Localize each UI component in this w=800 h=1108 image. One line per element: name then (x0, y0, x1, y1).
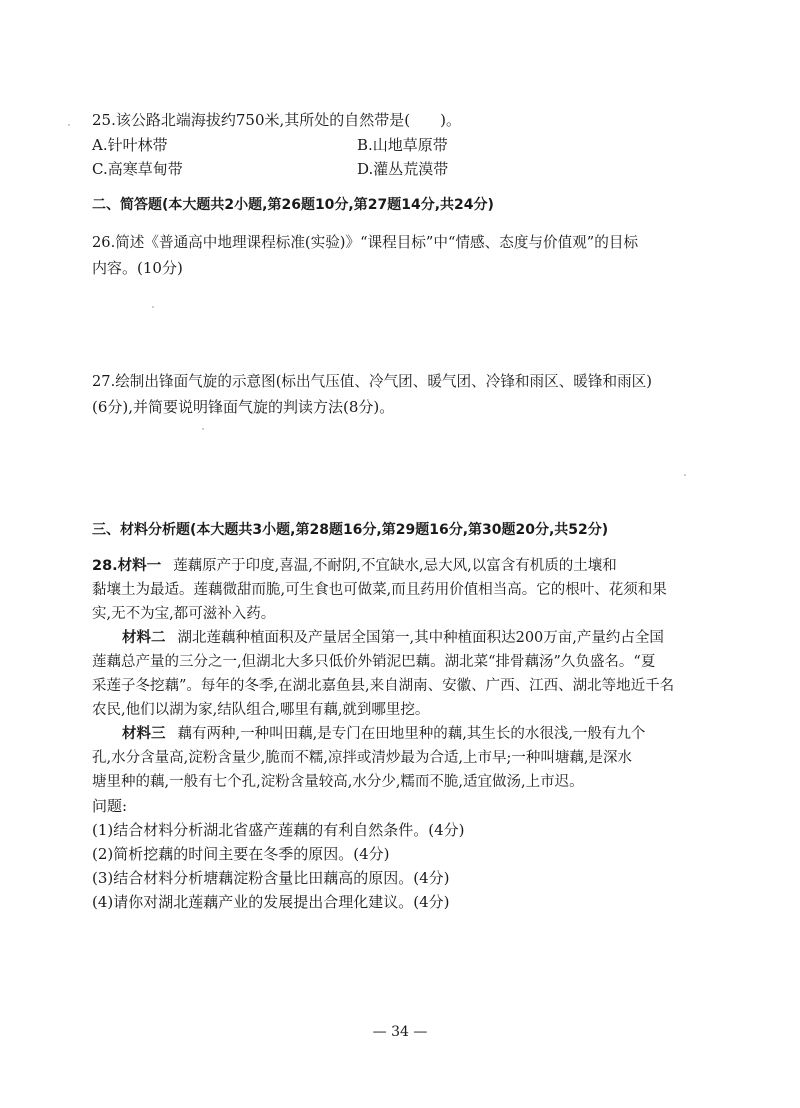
q28-material2-line1 (122, 628, 664, 648)
q28-questions-label: 问题: (92, 797, 128, 815)
q25-option-a: A.针叶林带 (92, 136, 168, 154)
q28-material1-label: 28.材料一 (92, 558, 162, 574)
q28-subquestion-4: (4)请你对湖北莲藕产业的发展提出合理化建议。(4分) (92, 893, 450, 911)
q28-material2-label: 材料二 (122, 630, 166, 646)
q28-material2-line2: 莲藕总产量的三分之一,但湖北大多只低价外销泥巴藕。湖北菜“排骨藕汤”久负盛名。“夏 (92, 654, 656, 670)
q26-line2: 内容。(10分) (92, 259, 183, 277)
q25-option-d: D.灌丛荒漠带 (357, 160, 449, 178)
q28-material1-text1: 莲藕原产于印度,喜温,不耐阴,不宜缺水,忌大风,以富含有机质的土壤和 (173, 558, 617, 574)
scan-speck (152, 306, 154, 308)
q28-subquestion-2: (2)简析挖藕的时间主要在冬季的原因。(4分) (92, 845, 390, 863)
page-number: — 34 — (372, 1024, 428, 1040)
section3-heading: 三、材料分析题(本大题共3小题,第28题16分,第29题16分,第30题20分,共52分) (92, 522, 609, 538)
q25-stem: 25.该公路北端海拔约750米,其所处的自然带是( )。 (92, 111, 461, 129)
q28-subquestion-1: (1)结合材料分析湖北省盛产莲藕的有利自然条件。(4分) (92, 821, 465, 839)
q27-line1: 27.绘制出锋面气旋的示意图(标出气压值、冷气团、暖气团、冷锋和雨区、暖锋和雨区) (92, 373, 652, 390)
q26-line1: 26.简述《普通高中地理课程标准(实验)》“课程目标”中“情感、态度与价值观”的目标 (92, 234, 639, 251)
q28-material2-line3: 采莲子冬挖藕”。每年的冬季,在湖北嘉鱼县,来自湖南、安徽、广西、江西、湖北等地近千名 (92, 678, 675, 694)
scan-speck (202, 428, 204, 430)
q28-material3-line2: 孔,水分含量高,淀粉含量少,脆而不糯,凉拌或清炒最为合适,上市早;一种叫塘藕,是深水 (92, 750, 633, 766)
q28-material2-text1: 湖北莲藕种植面积及产量居全国第一,其中种植面积达200万亩,产量约占全国 (177, 630, 664, 646)
scan-speck (68, 124, 70, 126)
q25-option-b: B.山地草原带 (357, 136, 448, 154)
q25-option-c: C.高寒草甸带 (92, 160, 183, 178)
q28-material3-label: 材料三 (122, 726, 166, 742)
q28-material1-line2: 黏壤土为最适。莲藕微甜而脆,可生食也可做菜,而且药用价值相当高。它的根叶、花须和果 (92, 582, 667, 598)
q28-material2-line4: 农民,他们以湖为家,结队组合,哪里有藕,就到哪里挖。 (92, 702, 430, 718)
q28-material3-line1 (122, 724, 645, 744)
section2-heading: 二、简答题(本大题共2小题,第26题10分,第27题14分,共24分) (92, 197, 494, 213)
q28-material3-line3: 塘里种的藕,一般有七个孔,淀粉含量较高,水分少,糯而不脆,适宜做汤,上市迟。 (92, 774, 584, 790)
q28-material3-text1: 藕有两种,一种叫田藕,是专门在田地里种的藕,其生长的水很浅,一般有九个 (177, 726, 646, 742)
q28-material1-line3: 实,无不为宝,都可滋补入药。 (92, 606, 276, 622)
scan-speck (684, 474, 686, 476)
q27-line2: (6分),并简要说明锋面气旋的判读方法(8分)。 (92, 398, 395, 416)
q28-subquestion-3: (3)结合材料分析塘藕淀粉含量比田藕高的原因。(4分) (92, 869, 450, 887)
q28-material1-line1 (92, 556, 617, 576)
